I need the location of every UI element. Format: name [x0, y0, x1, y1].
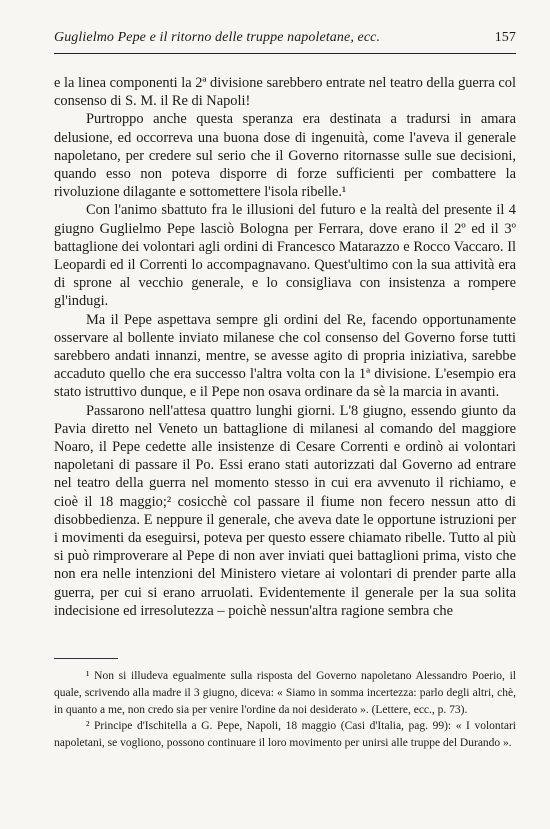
header-rule — [54, 53, 516, 54]
paragraph: Passarono nell'attesa quattro lunghi giorni. L'8 giugno, essendo giunto da Pavia diretto nel Veneto un battaglione di milanesi al comando del maggiore Noaro, il Pepe cedette alle insistenze di Cesare Correnti e ordinò ai volontari napoletani di passare il Po. Essi erano stati autorizzati dal Governo ad entrare nel teatro della guerra nel momento stesso in cui era avvenuto il richiamo, e cioè il 18 maggio;² cosicchè col passare il fiume non fecero nessun atto di disobbedienza. E neppure il generale, che aveva date le opportune istruzioni per i movimenti da eseguirsi, poteva per questo essere chiamato ribelle. Tutto al più si può rimproverare al Pepe di non aver inviati quei battaglioni prima, visto che non era nelle intenzioni del Ministero vietare ai volontari di prender parte alla guerra, per cui si erano arruolati. Evidentemente il generale per la sua solita indecisione ed irresolutezza – poichè nessun'altra ragione sembra che — [54, 402, 516, 619]
footnote: ¹ Non si illudeva egualmente sulla risposta del Governo napoletano Alessandro Poerio, il quale, scrivendo alla madre il 3 giugno, diceva: « Siamo in somma incertezza: parlo degli altri, chè, in quanto a me, non credo sia per venire l'ordine da noi desiderato ». (Lettere, ecc., p. 73). — [54, 670, 516, 716]
running-header — [54, 30, 516, 46]
footnote-rule — [54, 658, 118, 659]
paragraph-continuation: e la linea componenti la 2ª divisione sarebbero entrate nel teatro della guerra col consenso di S. M. il Re di Napoli! — [54, 75, 516, 110]
paragraph: Purtroppo anche questa speranza era destinata a tradursi in amara delusione, ed occorreva una buona dose di ingenuità, come l'aveva il generale napoletano, per credere sul serio che il Governo ritornasse sulle sue decisioni, quando esso non poteva disporre di forze sufficienti per combattere la rivoluzione dilagante e sottomettere l'isola ribelle.¹ — [54, 111, 516, 201]
page-number: 157 — [494, 30, 516, 45]
body-text — [54, 74, 516, 620]
paragraph: Con l'animo sbattuto fra le illusioni del futuro e la realtà del presente il 4 giugno Guglielmo Pepe lasciò Bologna per Ferrara, dove erano il 2º ed il 3º battaglione dei volontari agli ordini di Francesco Matarazzo e Rocco Vaccaro. Il Leopardi ed il Correnti lo accompagnavano. Quest'ultimo con la sua attività era di sprone al vecchio generale, e lo consigliava con insistenza a rompere gl'indugi. — [54, 202, 516, 310]
footnote: ² Principe d'Ischitella a G. Pepe, Napoli, 18 maggio (Casi d'Italia, pag. 99): « I volontari napoletani, se vogliono, possono continuare il loro movimento per unirsi alle truppe del Durando ». — [54, 720, 516, 750]
running-title: Guglielmo Pepe e il ritorno delle truppe napoletane, ecc. — [54, 30, 381, 45]
footnotes — [54, 668, 516, 752]
paragraph: Ma il Pepe aspettava sempre gli ordini del Re, facendo opportunamente osservare al bollente inviato milanese che col consenso del Governo forse tutti sarebbero andati innanzi, mentre, se avesse agito di propria iniziativa, sarebbe accaduto quello che era successo l'altra volta con la 1ª divisione. L'esempio era stato istruttivo dunque, e il Pepe non osava ordinare da sè la marcia in avanti. — [54, 311, 516, 401]
